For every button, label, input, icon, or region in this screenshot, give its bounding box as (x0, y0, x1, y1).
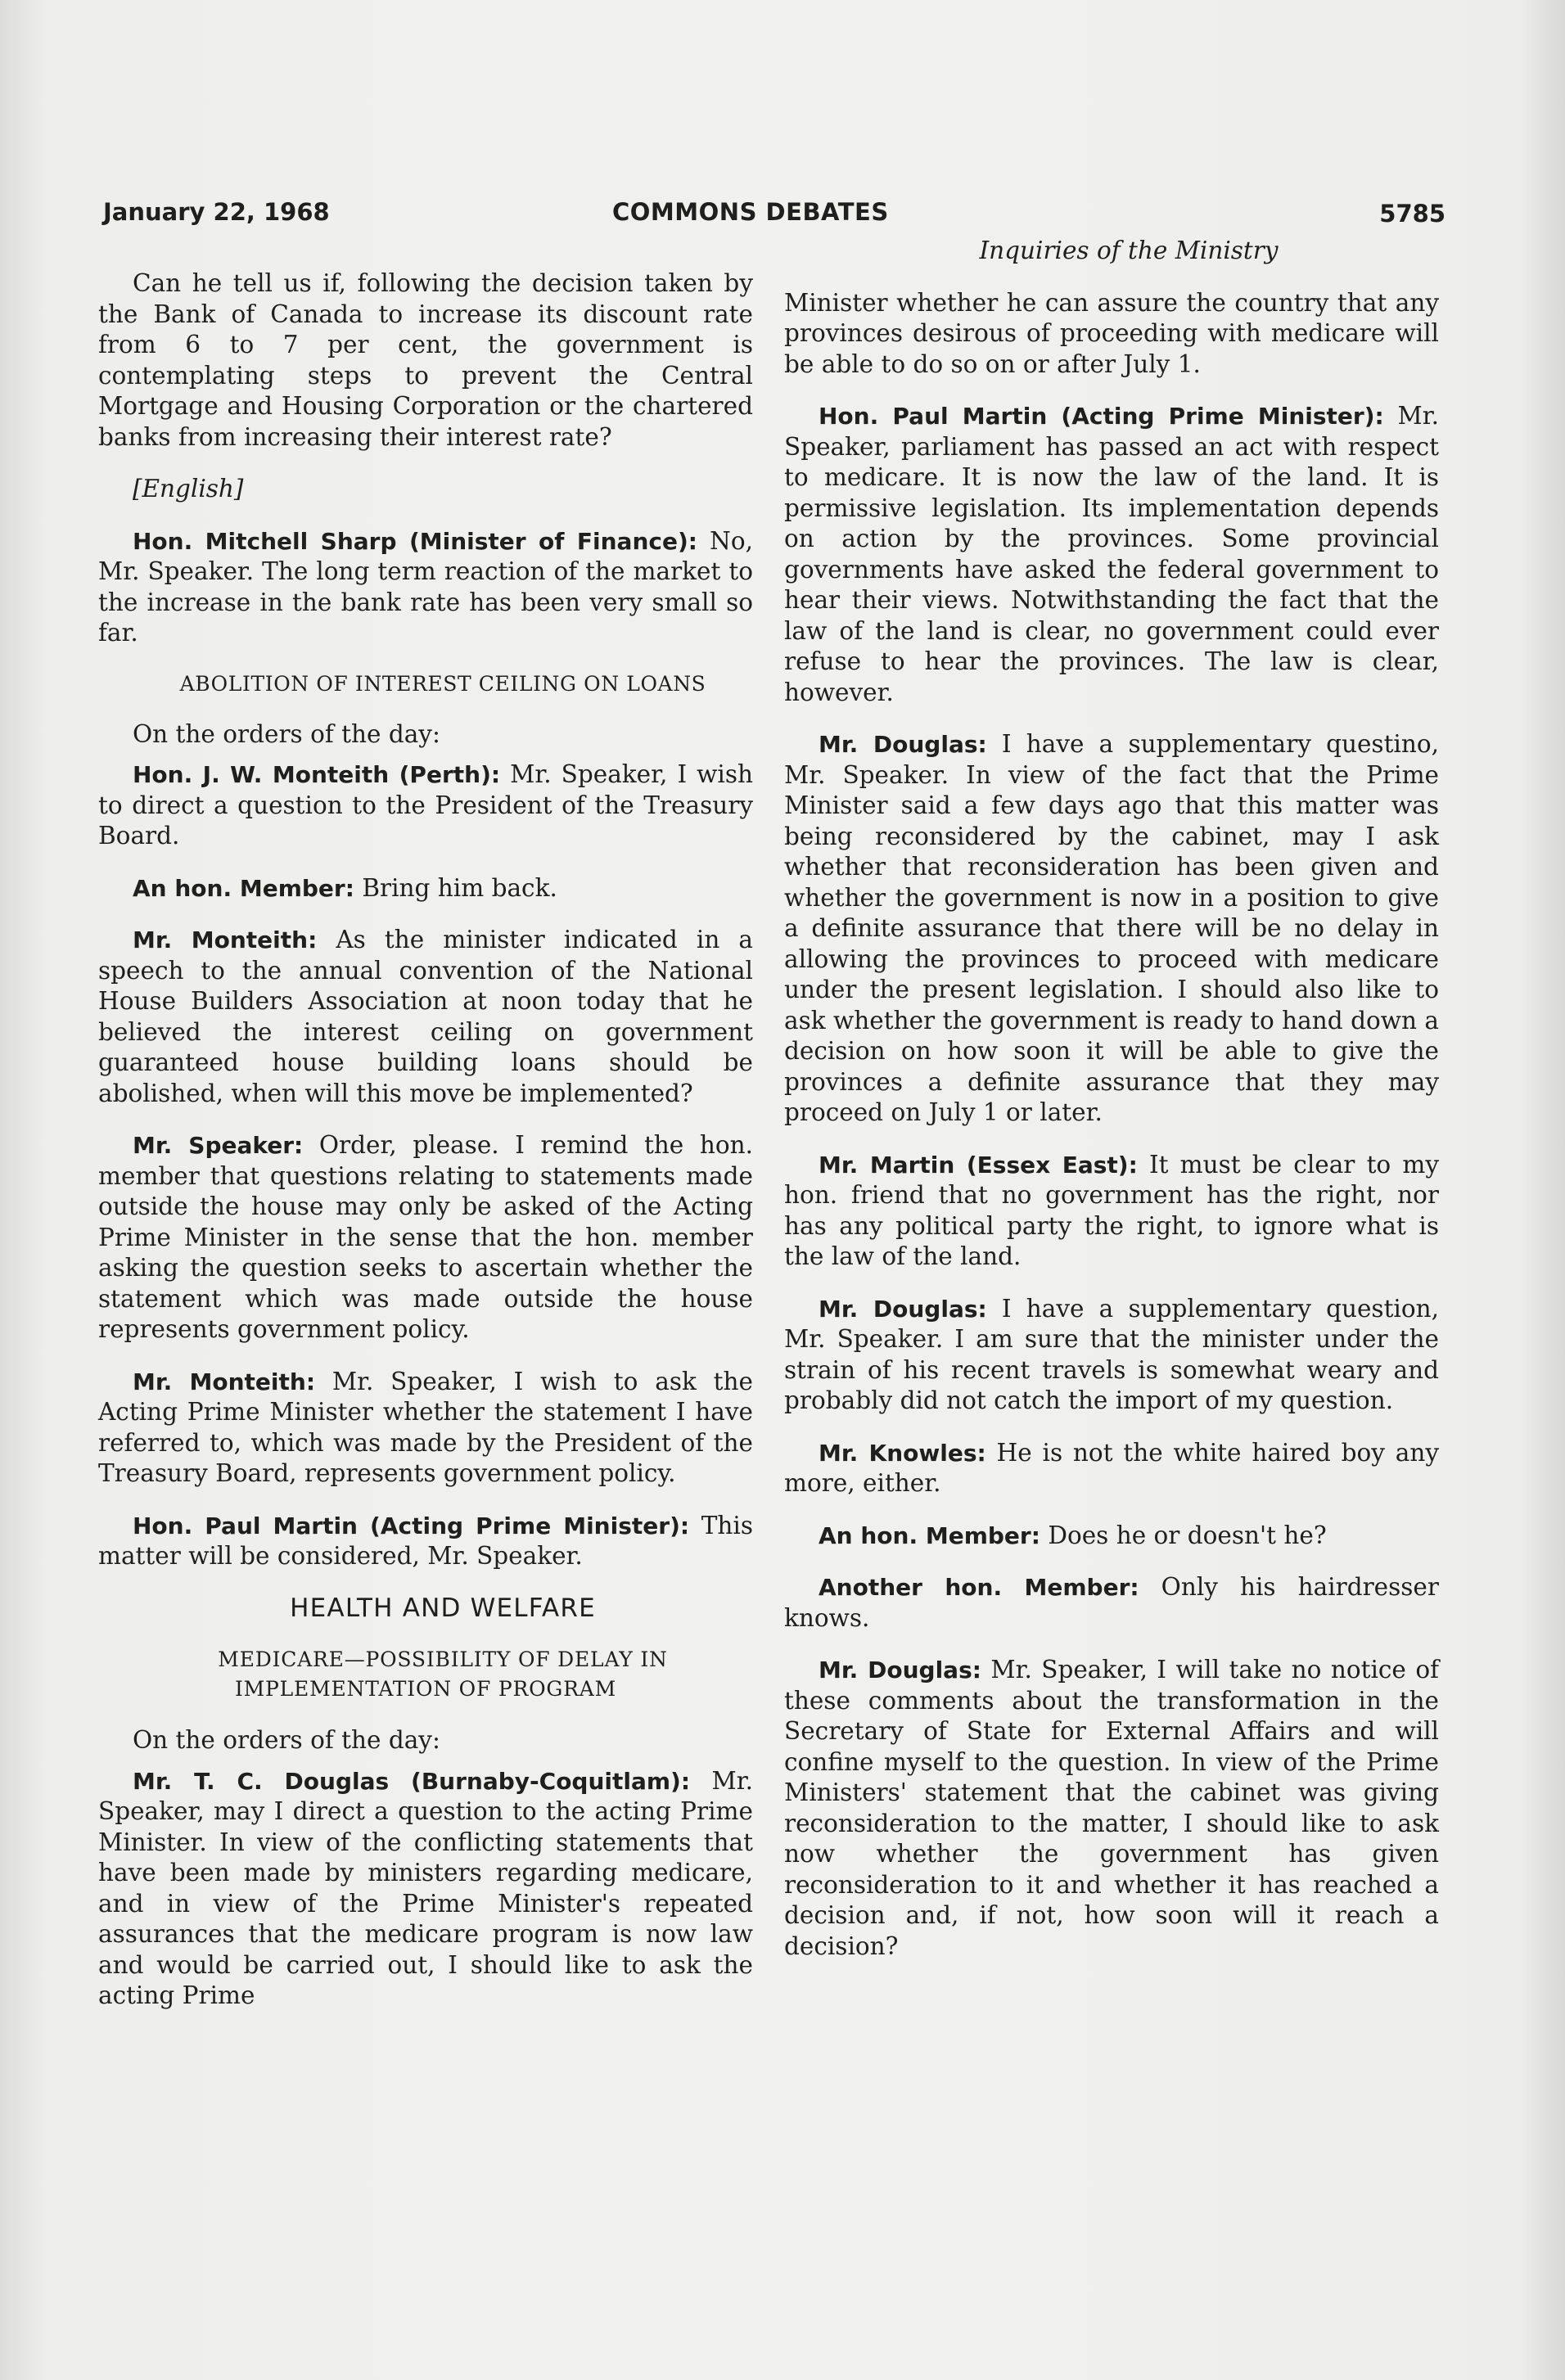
speech-text: Mr. Speaker, I wish to direct a question to the President of the Treasury Board. (98, 760, 753, 850)
paragraph (784, 1655, 1439, 1962)
paragraph (98, 760, 753, 852)
right-column (784, 236, 1439, 1983)
speaker-name: Mr. Knowles: (819, 1439, 986, 1467)
speech-text: As the minister indicated in a speech to the annual convention of the National House Builders Association at noon today that he believed the interest ceiling on government guaranteed house building loans should be abolished, when will this move be implemented? (98, 926, 753, 1107)
paragraph (784, 1150, 1439, 1273)
paragraph (98, 1511, 753, 1572)
header-title: COMMONS DEBATES (612, 198, 889, 226)
section-subheading: MEDICARE—POSSIBILITY OF DELAY IN IMPLEMENTATION OF PROGRAM (218, 1648, 668, 1701)
paragraph (98, 925, 753, 1109)
speech-text: It must be clear to my hon. friend that no government has the right, nor has any political party the right, to ignore what is the law of the land. (784, 1150, 1439, 1270)
header-date: January 22, 1968 (103, 198, 330, 226)
speech-text: Mr. Speaker, I will take no notice of these comments about the transformation in the Secretary of State for External Affairs and will confine myself to the question. In view of the Prime Ministers' statement that the cabinet was giving reconsideration to the matter, I should like to ask now whether the government has given reconsideration to it and whether it has reached a decision and, if not, how soon will it reach a decision? (784, 1656, 1439, 1960)
paragraph (98, 526, 753, 649)
speaker-name: An hon. Member: (133, 874, 354, 902)
paragraph (98, 1766, 753, 2012)
speaker-name: Mr. Martin (Essex East): (819, 1151, 1138, 1179)
speech-text: This matter will be considered, Mr. Speaker. (98, 1511, 753, 1570)
paragraph (784, 401, 1439, 708)
speaker-name: Hon. Paul Martin (Acting Prime Minister): (819, 403, 1384, 430)
speaker-name: Mr. Douglas: (819, 731, 987, 758)
speech-text: I have a supplementary question, Mr. Speaker. I am sure that the minister under the strain of his recent travels is somewhat weary and probably did not catch the import of my question. (784, 1294, 1439, 1414)
speech-text: Bring him back. (362, 873, 557, 902)
paragraph (784, 1438, 1439, 1499)
section-heading: HEALTH AND WELFARE (290, 1593, 596, 1623)
paragraph (784, 1294, 1439, 1417)
speech-text: Order, please. I remind the hon. member that questions relating to statements made outside the house may only be asked of the Acting Prime Minister in the sense that the hon. member asking the question seeks to ascertain whether the statement which was made outside the house represents government policy. (98, 1131, 753, 1343)
speaker-name: Hon. J. W. Monteith (Perth): (133, 761, 501, 788)
speaker-name: Mr. Douglas: (819, 1295, 987, 1323)
section-subheading: ABOLITION OF INTEREST CEILING ON LOANS (179, 671, 706, 696)
speech-text: Does he or doesn't he? (1048, 1521, 1327, 1549)
speaker-name: An hon. Member: (819, 1521, 1040, 1549)
speaker-name: Hon. Paul Martin (Acting Prime Minister): (133, 1512, 690, 1539)
paragraph (98, 1367, 753, 1490)
paragraph: On the orders of the day: (133, 1726, 440, 1754)
speaker-name: Hon. Mitchell Sharp (Minister of Finance): (133, 527, 697, 555)
speech-text: Mr. Speaker, parliament has passed an act with respect to medicare. It is now the law of the land. It is permissive legislation. Its implementation depends on action by the provinces. Some provincial governments have asked the federal government to hear their views. Notwithstanding the fact that the law of the land is clear, no government could ever refuse to hear the provinces. The law is clear, however. (784, 402, 1439, 706)
speech-text: No, Mr. Speaker. The long term reaction of the market to the increase in the bank rate has been very small so far. (98, 526, 753, 647)
speech-text: Mr. Speaker, I wish to ask the Acting Prime Minister whether the statement I have referred to, which was made by the President of the Treasury Board, represents government policy. (98, 1367, 753, 1487)
speaker-name: Mr. Monteith: (133, 1368, 316, 1395)
speaker-name: Another hon. Member: (819, 1574, 1139, 1601)
running-head: Inquiries of the Ministry (979, 237, 1279, 264)
paragraph (784, 729, 1439, 1129)
paragraph (784, 1572, 1439, 1634)
page-header (103, 198, 1445, 234)
paragraph: Can he tell us if, following the decision taken by the Bank of Canada to increase its discount rate from 6 to 7 per cent, the government is contemplating steps to prevent the Central Mortgage and Housing Corporation or the chartered banks from increasing their interest rate? (98, 269, 753, 451)
paragraph: On the orders of the day: (133, 719, 440, 748)
speaker-name: Mr. Speaker: (133, 1132, 304, 1159)
page-number: 5785 (1379, 200, 1445, 228)
speech-text: He is not the white haired boy any more, either. (784, 1438, 1439, 1497)
paragraph: Minister whether he can assure the country that any provinces desirous of proceeding with medicare will be able to do so on or after July 1. (784, 288, 1439, 378)
paragraph (98, 1130, 753, 1346)
speaker-name: Mr. T. C. Douglas (Burnaby-Coquitlam): (133, 1767, 691, 1795)
speaker-name: Mr. Monteith: (133, 926, 318, 953)
speech-text: I have a supplementary questino, Mr. Speaker. In view of the fact that the Prime Minister said a few days ago that this matter was being reconsidered by the cabinet, may I ask whether that reconsideration has been given and whether the government is now in a position to give a definite assurance that there will be no delay in allowing the provinces to proceed with medicare under the present legislation. I should also like to ask whether the government is ready to hand down a decision on how soon it will be able to give the provinces a definite assurance that they may proceed on July 1 or later. (784, 730, 1439, 1126)
speaker-name: Mr. Douglas: (819, 1657, 981, 1684)
speech-text: Mr. Speaker, may I direct a question to the acting Prime Minister. In view of the conflicting statements that have been made by ministers regarding medicare, and in view of the Prime Minister's repeated assurances that the medicare program is now law and would be carried out, I should like to ask the acting Prime (98, 1766, 753, 2009)
speech-text: Only his hairdresser knows. (784, 1573, 1439, 1632)
paragraph (98, 873, 753, 904)
language-marker: [English] (133, 475, 244, 503)
left-column (98, 268, 753, 2033)
paragraph (784, 1521, 1439, 1552)
